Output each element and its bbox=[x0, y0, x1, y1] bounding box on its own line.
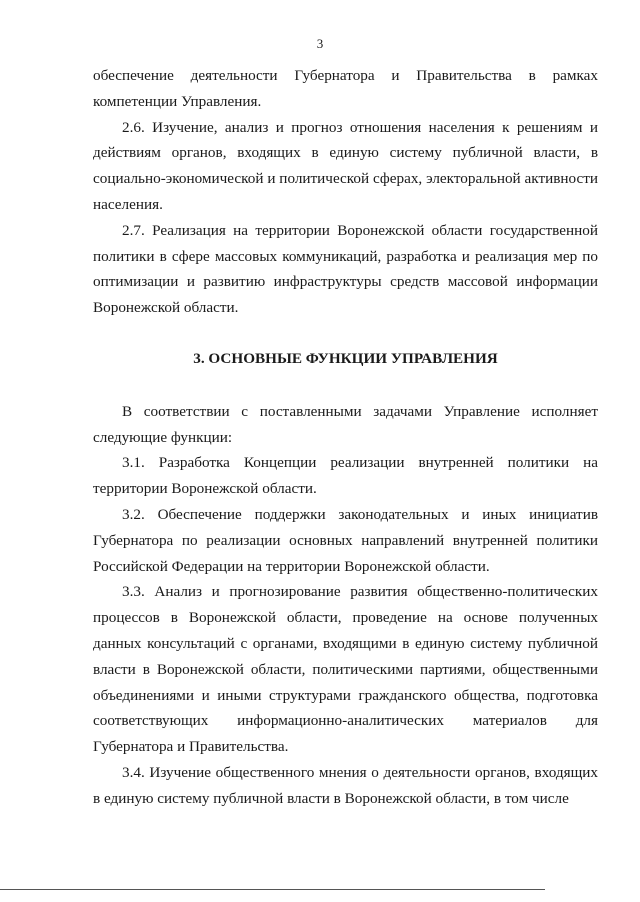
paragraph-3-3: 3.3. Анализ и прогнозирование развития общественно-политических процессов в Воронежской области, проведение на основе полученных данных консультаций с органами, входящими в единую систему публичной власти в Воронежской области, политическими партиями, общественными объединениями и иными структурами гражданского общества, подготовка соответствующих информационно-аналитических материалов для Губернатора и Правительства. bbox=[93, 583, 598, 756]
paragraph-2-6: 2.6. Изучение, анализ и прогноз отношения населения к решениям и действиям органов, входящих в единую систему публичной власти, в социально-экономической и политической сферах, электоральной активности населения. bbox=[93, 118, 598, 213]
section-heading: 3. ОСНОВНЫЕ ФУНКЦИИ УПРАВЛЕНИЯ bbox=[193, 349, 498, 367]
page-number: 3 bbox=[316, 36, 324, 51]
document-body bbox=[93, 63, 598, 812]
paragraph-3-4: 3.4. Изучение общественного мнения о деятельности органов, входящих в единую систему публичной власти в Воронежской области, в том числе bbox=[93, 763, 598, 807]
paragraph-2-7: 2.7. Реализация на территории Воронежской области государственной политики в сфере массовых коммуникаций, разработка и реализация мер по оптимизации и развитию инфраструктуры средств массовой информации Воронежской области. bbox=[93, 221, 598, 317]
footer-rule bbox=[0, 889, 545, 890]
paragraph-3-2: 3.2. Обеспечение поддержки законодательных и иных инициатив Губернатора по реализации основных направлений внутренней политики Российской Федерации на территории Воронежской области. bbox=[93, 505, 598, 575]
paragraph-3-1: 3.1. Разработка Концепции реализации внутренней политики на территории Воронежской области. bbox=[93, 454, 598, 498]
paragraph-intro: В соответствии с поставленными задачами Управление исполняет следующие функции: bbox=[93, 402, 598, 446]
paragraph-continuation: обеспечение деятельности Губернатора и Правительства в рамках компетенции Управления. bbox=[93, 67, 598, 110]
